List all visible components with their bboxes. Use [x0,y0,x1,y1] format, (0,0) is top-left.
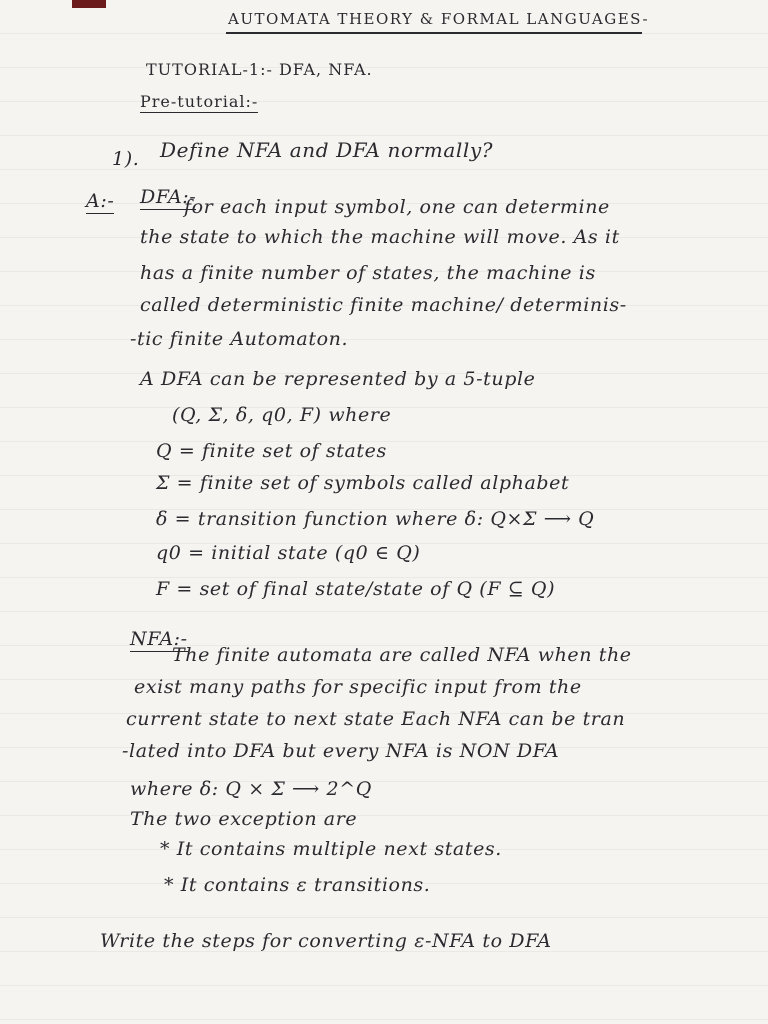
nfa-line: * It contains multiple next states. [160,838,502,860]
dfa-heading: DFA:- [140,186,197,208]
nfa-line: exist many paths for specific input from the [134,676,582,698]
question-text: Define NFA and DFA normally? [160,138,494,162]
page-title: AUTOMATA THEORY & FORMAL LANGUAGES- [228,10,650,28]
question2-text: Write the steps for converting ε-NFA to DFA [100,930,552,952]
section-heading: Pre-tutorial:- [140,92,259,111]
nfa-line: where δ: Q × Σ ⟶ 2^Q [130,778,372,800]
tuple-line: Σ = finite set of symbols called alphabet [156,472,570,494]
dfa-line: called deterministic finite machine/ determinis- [140,294,627,316]
dfa-line: for each input symbol, one can determine [184,196,610,218]
nfa-heading: NFA:- [130,628,188,650]
tuple-line: F = set of final state/state of Q (F ⊆ Q) [156,578,556,600]
tuple-line: Q = finite set of states [156,440,387,462]
answer-marker: A:- [86,190,115,212]
tuple-line: q0 = initial state (q0 ∈ Q) [156,542,421,564]
nfa-line: The finite automata are called NFA when the [172,644,632,666]
dfa-line: the state to which the machine will move. As it [140,226,620,248]
dfa-line: has a finite number of states, the machine is [140,262,596,284]
nfa-line: current state to next state Each NFA can be tran [126,708,626,730]
tuple-line: δ = transition function where δ: Q×Σ ⟶ Q [156,508,595,530]
tuple-line: (Q, Σ, δ, q0, F) where [172,404,392,426]
nfa-line: * It contains ε transitions. [164,874,431,896]
page-corner-mark [72,0,106,8]
title-underline [226,32,642,34]
nfa-line: The two exception are [130,808,358,830]
dfa-line: -tic finite Automaton. [130,328,349,350]
tutorial-heading: TUTORIAL-1:- DFA, NFA. [146,60,373,79]
question-number: 1). [112,148,140,170]
tuple-line: A DFA can be represented by a 5-tuple [140,368,536,390]
nfa-line: -lated into DFA but every NFA is NON DFA [122,740,560,762]
